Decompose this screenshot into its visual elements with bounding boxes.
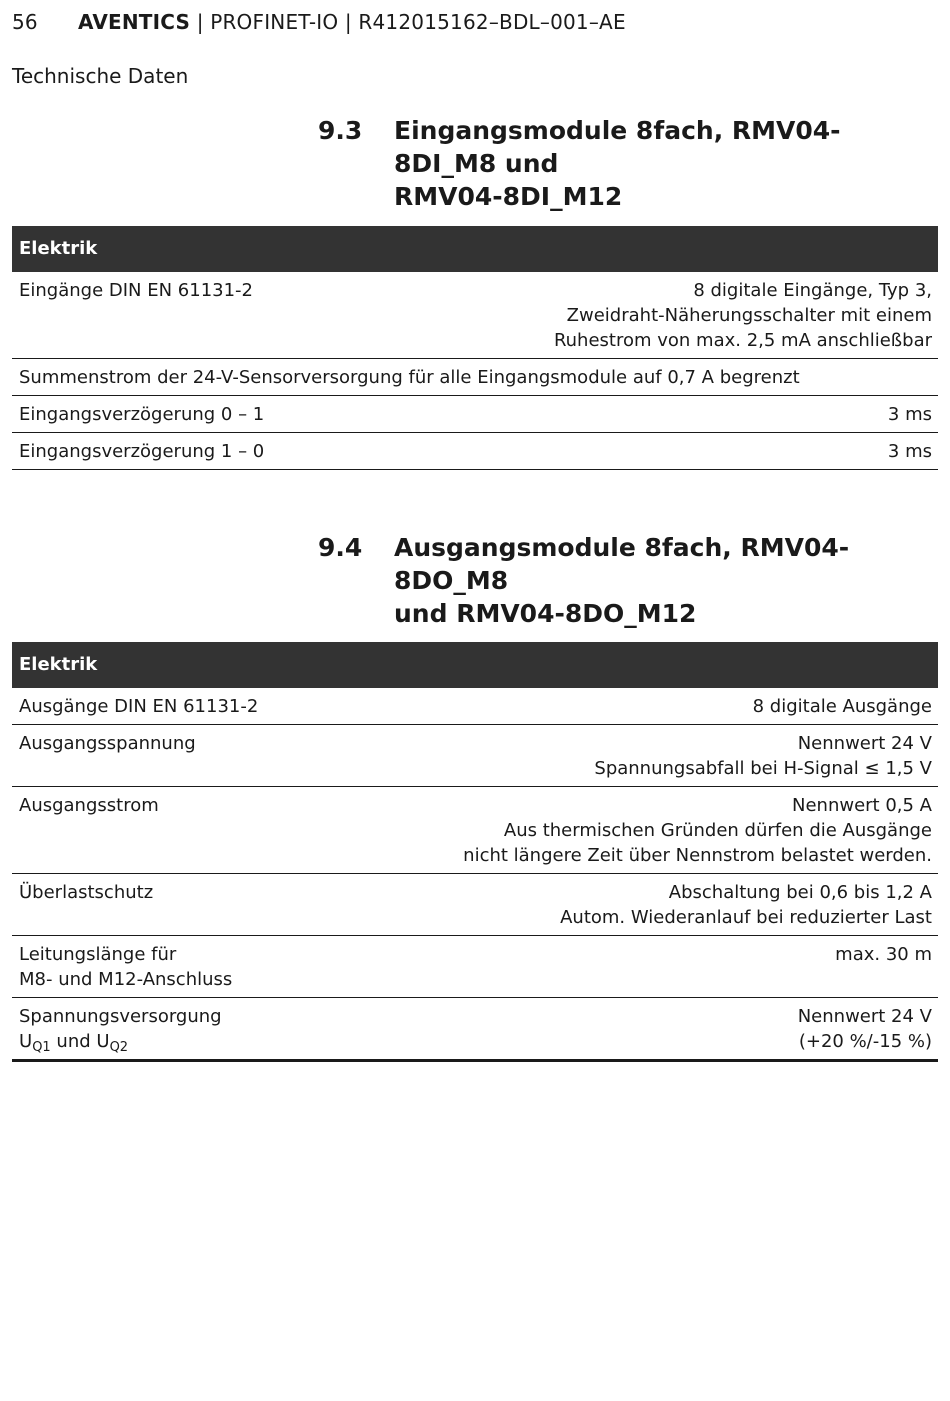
running-header (12, 10, 626, 34)
section-heading-9-4 (318, 531, 938, 630)
table-row (12, 725, 938, 787)
brand-name: AVENTICS (78, 10, 191, 34)
table-row (12, 936, 938, 998)
table-header: Elektrik (12, 226, 938, 272)
row-value: 8 digitale Eingänge, Typ 3, Zweidraht-Näherungsschalter mit einem Ruhestrom von max. 2,5 mA anschließbar (553, 280, 932, 351)
row-value: Nennwert 24 V (+20 %/-15 %) (797, 1006, 932, 1052)
row-label: Ausgänge DIN EN 61131-2 (19, 696, 259, 717)
row-value: 3 ms (887, 441, 932, 462)
table-row (12, 272, 938, 359)
row-value: Nennwert 0,5 A Aus thermischen Gründen dürfen die Ausgänge nicht längere Zeit über Nennstrom belastet werden. (463, 795, 932, 866)
row-label: Ausgangsstrom (19, 795, 159, 816)
row-label: Spannungsversorgung $U_{Q1}$ und $U_{Q2}$ (19, 1006, 222, 1055)
table-row (12, 688, 938, 725)
supply-voltage-symbols: $U_{Q1}$ und $U_{Q2}$ (19, 1031, 129, 1055)
table-header: Elektrik (12, 642, 938, 688)
section-title-line-2: RMV04-8DI_M12 (394, 182, 623, 211)
section-title-line-1: Eingangsmodule 8fach, RMV04-8DI_M8 und (394, 116, 841, 178)
row-value: max. 30 m (835, 944, 932, 965)
section-number: 9.3 (318, 116, 363, 145)
row-value: 8 digitale Ausgänge (752, 696, 932, 717)
page-number: 56 (12, 10, 38, 34)
product-name: PROFINET-IO (210, 10, 339, 34)
row-label: Eingänge DIN EN 61131-2 (19, 280, 253, 301)
row-label: Summenstrom der 24-V-Sensorversorgung für alle Eingangsmodule auf 0,7 A begrenzt (19, 367, 800, 388)
row-label: Ausgangsspannung (19, 733, 196, 754)
table-row (12, 359, 938, 396)
row-value: 3 ms (887, 404, 932, 425)
header-separator: | (338, 10, 359, 34)
document-id: R412015162–BDL–001–AE (358, 10, 626, 34)
row-value: Nennwert 24 V Spannungsabfall bei H-Signal ≤ 1,5 V (594, 733, 932, 779)
table-row (12, 433, 938, 470)
spec-table-outputs (12, 642, 938, 1062)
row-label: Eingangsverzögerung 0 – 1 (19, 404, 265, 425)
row-value: Abschaltung bei 0,6 bis 1,2 A Autom. Wiederanlauf bei reduzierter Last (560, 882, 932, 928)
chapter-title: Technische Daten (12, 64, 189, 88)
section-number: 9.4 (318, 533, 363, 562)
table-row (12, 874, 938, 936)
spec-table-inputs (12, 226, 938, 470)
header-separator: | (190, 10, 211, 34)
table-row (12, 998, 938, 1062)
row-label: Eingangsverzögerung 1 – 0 (19, 441, 265, 462)
table-row (12, 787, 938, 874)
section-title-line-2: und RMV04-8DO_M12 (394, 599, 697, 628)
row-label: Überlastschutz (19, 882, 154, 903)
table-row (12, 396, 938, 433)
row-label: Leitungslänge für M8- und M12-Anschluss (19, 944, 233, 990)
section-heading-9-3 (318, 114, 938, 213)
section-title-line-1: Ausgangsmodule 8fach, RMV04-8DO_M8 (394, 533, 850, 595)
